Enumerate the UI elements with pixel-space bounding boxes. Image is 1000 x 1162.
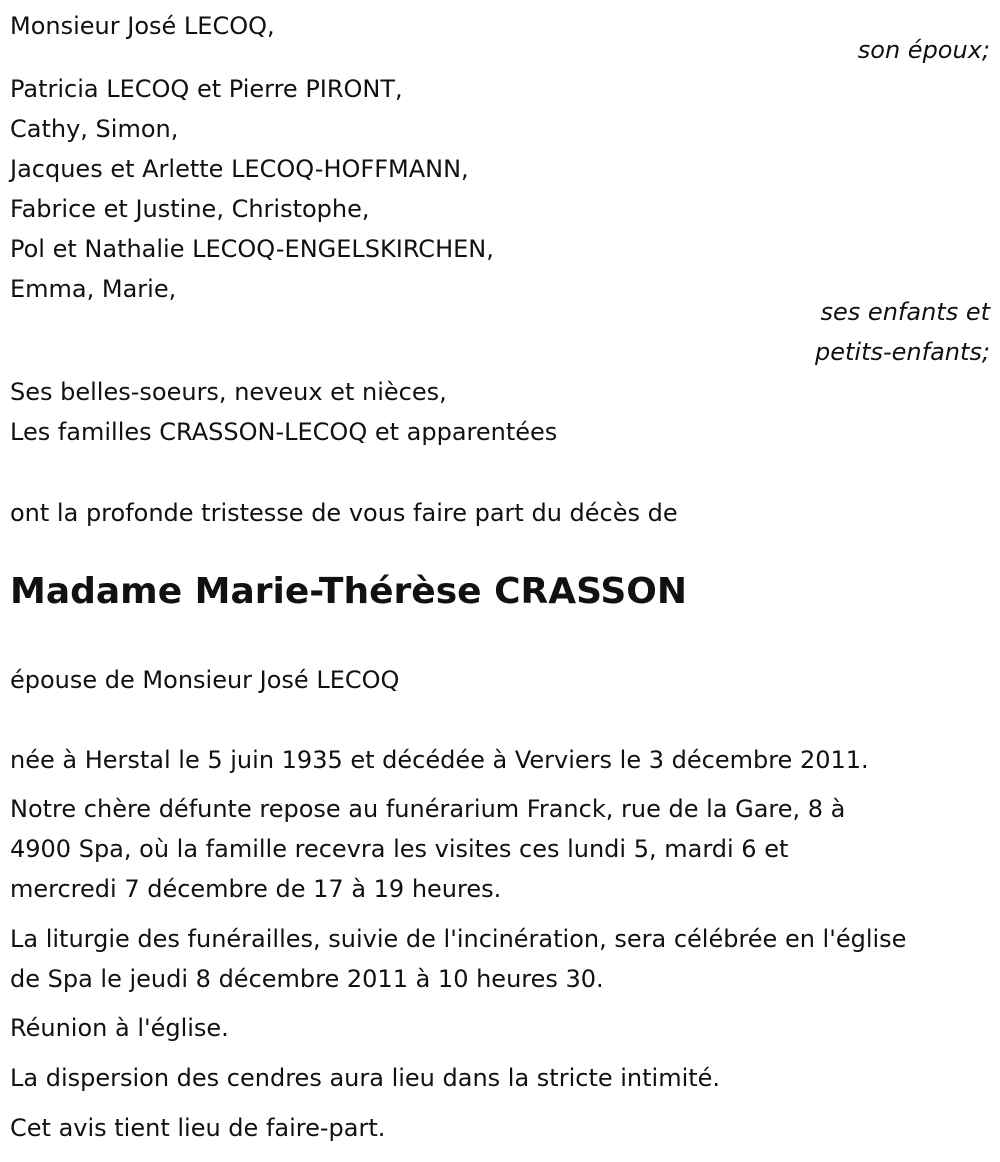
ashes-text: La dispersion des cendres aura lieu dans la stricte intimité. <box>10 1064 721 1092</box>
birth-death-text: née à Herstal le 5 juin 1935 et décédée à Verviers le 3 décembre 2011. <box>10 746 869 774</box>
funerarium-line: mercredi 7 décembre de 17 à 19 heures. <box>10 875 502 903</box>
children-role-line1: ses enfants et <box>820 298 990 326</box>
children-role-line2: petits-enfants; <box>815 338 990 366</box>
relatives-line: Les familles CRASSON-LECOQ et apparentées <box>10 418 558 446</box>
liturgy-line: de Spa le jeudi 8 décembre 2011 à 10 heures 30. <box>10 965 604 993</box>
husband-name: Monsieur José LECOQ, <box>10 12 275 40</box>
deceased-spouse: épouse de Monsieur José LECOQ <box>10 666 400 694</box>
relatives-line: Ses belles-soeurs, neveux et nièces, <box>10 378 447 406</box>
liturgy-line: La liturgie des funérailles, suivie de l'incinération, sera célébrée en l'église <box>10 925 907 953</box>
children-line: Patricia LECOQ et Pierre PIRONT, <box>10 75 403 103</box>
children-line: Cathy, Simon, <box>10 115 179 143</box>
children-line: Emma, Marie, <box>10 275 177 303</box>
children-line: Fabrice et Justine, Christophe, <box>10 195 370 223</box>
notice-text: Cet avis tient lieu de faire-part. <box>10 1114 386 1142</box>
children-line: Pol et Nathalie LECOQ-ENGELSKIRCHEN, <box>10 235 494 263</box>
funerarium-line: 4900 Spa, où la famille recevra les visites ces lundi 5, mardi 6 et <box>10 835 789 863</box>
deceased-name: Madame Marie-Thérèse CRASSON <box>10 571 688 612</box>
reunion-text: Réunion à l'église. <box>10 1014 229 1042</box>
announcement-text: ont la profonde tristesse de vous faire part du décès de <box>10 499 678 527</box>
funerarium-line: Notre chère défunte repose au funérarium Franck, rue de la Gare, 8 à <box>10 795 846 823</box>
husband-role: son époux; <box>857 36 990 64</box>
children-line: Jacques et Arlette LECOQ-HOFFMANN, <box>10 155 469 183</box>
